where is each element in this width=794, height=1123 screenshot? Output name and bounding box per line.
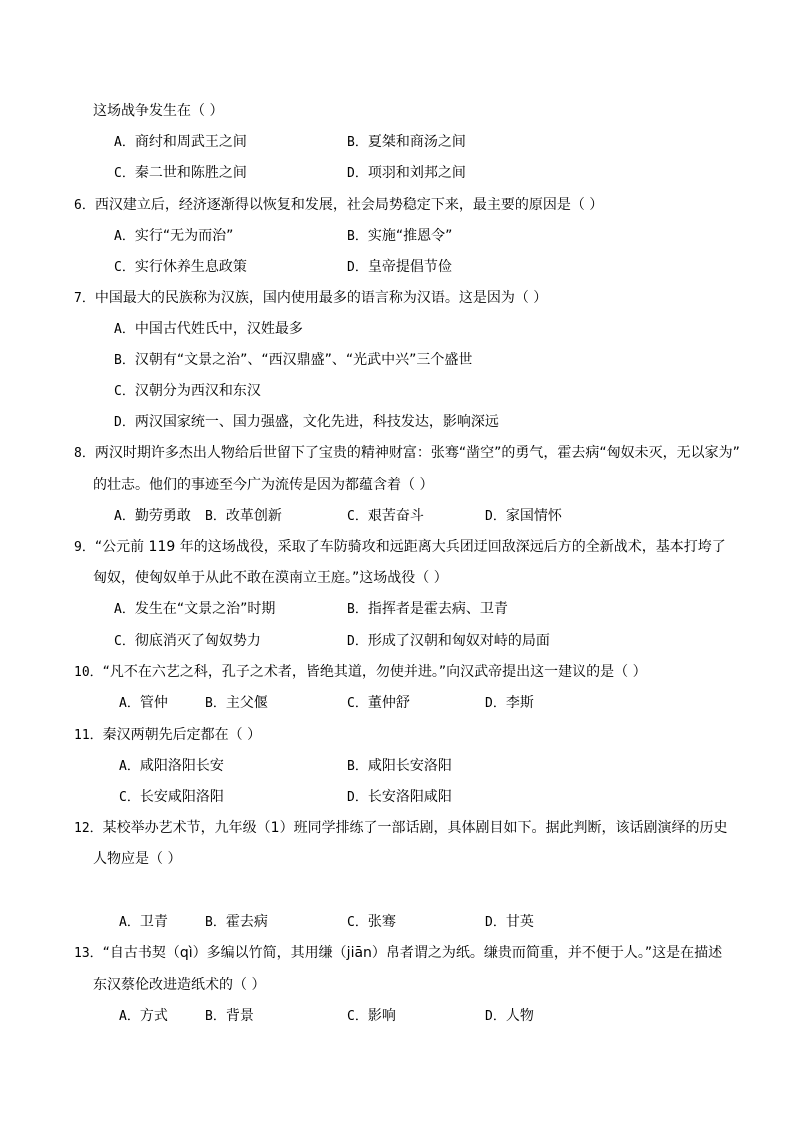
question-10-option-c	[347, 694, 410, 712]
question-5-option-a	[114, 133, 247, 151]
question-5-option-d	[347, 164, 466, 182]
option-letter: C．	[347, 915, 368, 930]
option-letter: A．	[114, 322, 135, 337]
question-number: 11．	[74, 728, 103, 743]
question-7-option-b	[114, 351, 472, 369]
option-letter: A．	[119, 1009, 140, 1024]
question-12-stem-line-2	[93, 850, 181, 868]
option-text: 李斯	[505, 695, 534, 711]
option-text: 夏桀和商汤之间	[367, 134, 466, 150]
option-text: 实施“推恩令”	[367, 228, 453, 244]
option-text: 背景	[225, 1008, 254, 1024]
option-text: 张骞	[367, 914, 396, 930]
option-letter: C．	[114, 634, 135, 649]
question-8-option-b	[205, 507, 282, 525]
question-12-option-b	[205, 913, 268, 931]
option-letter: C．	[347, 1009, 368, 1024]
question-11-option-d	[347, 788, 452, 806]
question-13-option-c	[347, 1007, 396, 1025]
option-letter: A．	[114, 509, 135, 524]
option-text: 勤劳勇敢	[134, 508, 191, 524]
option-text: 彻底消灭了匈奴势力	[134, 633, 261, 649]
option-text: 影响	[367, 1008, 396, 1024]
question-8-option-d	[485, 507, 562, 525]
option-text: 甘英	[505, 914, 534, 930]
option-text: 董仲舒	[367, 695, 410, 711]
option-text: 咸阳长安洛阳	[367, 758, 452, 774]
question-stem-text: 这场战争发生在（ ）	[93, 103, 224, 119]
option-letter: A．	[114, 602, 135, 617]
question-8-stem-line-1	[74, 444, 740, 462]
option-letter: B．	[347, 602, 368, 617]
question-10-option-a	[119, 694, 168, 712]
option-letter: B．	[347, 759, 368, 774]
option-letter: B．	[205, 1009, 226, 1024]
option-letter: C．	[114, 166, 135, 181]
question-8-stem-line-2	[93, 476, 433, 494]
question-number: 12．	[74, 821, 103, 836]
option-letter: B．	[114, 353, 135, 368]
question-stem-text: 中国最大的民族称为汉族，国内使用最多的语言称为汉语。这是因为（ ）	[94, 290, 548, 306]
option-text: 改革创新	[225, 508, 282, 524]
option-letter: A．	[119, 696, 140, 711]
question-6-option-c	[114, 258, 247, 276]
question-5-option-b	[347, 133, 466, 151]
option-letter: C．	[119, 790, 140, 805]
question-11-option-a	[119, 757, 224, 775]
question-12-option-c	[347, 913, 396, 931]
option-letter: D．	[114, 415, 135, 430]
option-letter: C．	[347, 509, 368, 524]
question-13-stem-line-2	[93, 976, 265, 994]
option-letter: C．	[114, 384, 135, 399]
option-letter: D．	[485, 915, 506, 930]
option-letter: D．	[485, 1009, 506, 1024]
question-7-stem	[74, 289, 547, 307]
question-5-stem	[93, 102, 223, 120]
question-10-option-b	[205, 694, 268, 712]
question-6-option-a	[114, 227, 233, 245]
option-text: 咸阳洛阳长安	[139, 758, 224, 774]
option-text: 汉朝分为西汉和东汉	[134, 383, 261, 399]
option-letter: D．	[485, 509, 506, 524]
question-10-stem	[74, 663, 647, 681]
option-letter: D．	[347, 790, 368, 805]
option-letter: D．	[347, 166, 368, 181]
option-letter: A．	[114, 135, 135, 150]
option-text: 主父偃	[225, 695, 268, 711]
option-letter: A．	[119, 915, 140, 930]
question-stem-text: 的壮志。他们的事迹至今广为流传是因为都蕴含着（ ）	[93, 477, 434, 493]
question-number: 8．	[74, 446, 95, 461]
question-10-option-d	[485, 694, 534, 712]
option-text: 方式	[139, 1008, 168, 1024]
question-9-option-d	[347, 632, 550, 650]
question-7-option-d	[114, 413, 499, 431]
question-9-option-c	[114, 632, 261, 650]
option-letter: B．	[347, 229, 368, 244]
question-stem-text: “凡不在六艺之科，孔子之术者，皆绝其道，勿使并进。”向汉武帝提出这一建议的是（ ）	[102, 664, 647, 680]
option-letter: A．	[114, 229, 135, 244]
question-stem-text: 匈奴，使匈奴单于从此不敢在漠南立王庭。”这场战役（ ）	[93, 570, 448, 586]
question-9-stem-line-1	[74, 538, 726, 556]
question-9-option-b	[347, 600, 508, 618]
question-8-option-a	[114, 507, 191, 525]
option-text: 长安洛阳咸阳	[367, 789, 452, 805]
question-13-option-b	[205, 1007, 254, 1025]
question-stem-text: “公元前 119 年的这场战役，采取了车防骑攻和远距离大兵团迂回敌深远后方的全新战术，基本打垮了	[94, 539, 726, 555]
option-letter: A．	[119, 759, 140, 774]
question-12-option-d	[485, 913, 534, 931]
question-11-stem	[74, 726, 261, 744]
question-6-option-d	[347, 258, 452, 276]
question-stem-text: “自古书契（qì）多编以竹简，其用缣（jiān）帛者谓之为纸。缣贵而简重，并不便于人。”这是在描述	[102, 945, 723, 961]
question-12-stem-line-1	[74, 819, 728, 837]
question-5-option-c	[114, 164, 247, 182]
option-letter: D．	[347, 260, 368, 275]
question-number: 10．	[74, 665, 103, 680]
option-text: 管仲	[139, 695, 168, 711]
option-text: 实行“无为而治”	[134, 228, 234, 244]
option-text: 商纣和周武王之间	[134, 134, 247, 150]
question-7-option-c	[114, 382, 261, 400]
option-text: 发生在“文景之治”时期	[134, 601, 276, 617]
question-stem-text: 两汉时期许多杰出人物给后世留下了宝贵的精神财富：张骞“凿空”的勇气，霍去病“匈奴未灭，无以家为”	[94, 445, 740, 461]
question-11-option-b	[347, 757, 452, 775]
option-text: 人物	[505, 1008, 534, 1024]
option-letter: B．	[347, 135, 368, 150]
option-text: 实行休养生息政策	[134, 259, 247, 275]
option-text: 指挥者是霍去病、卫青	[367, 601, 508, 617]
question-13-stem-line-1	[74, 944, 722, 962]
question-9-option-a	[114, 600, 275, 618]
question-stem-text: 西汉建立后，经济逐渐得以恢复和发展，社会局势稳定下来，最主要的原因是（ ）	[94, 197, 604, 213]
question-number: 7．	[74, 291, 95, 306]
option-text: 卫青	[139, 914, 168, 930]
question-6-option-b	[347, 227, 452, 245]
question-stem-text: 某校举办艺术节，九年级（1）班同学排练了一部话剧，具体剧目如下。据此判断，该话剧演绎的历史	[102, 820, 728, 836]
option-text: 中国古代姓氏中，汉姓最多	[134, 321, 303, 337]
option-letter: D．	[347, 634, 368, 649]
option-text: 项羽和刘邦之间	[367, 165, 466, 181]
option-text: 汉朝有“文景之治”、“西汉鼎盛”、“光武中兴”三个盛世	[134, 352, 473, 368]
option-text: 霍去病	[225, 914, 268, 930]
question-stem-text: 东汉蔡伦改进造纸术的（ ）	[93, 977, 266, 993]
question-number: 9．	[74, 540, 95, 555]
question-6-stem	[74, 196, 603, 214]
question-number: 6．	[74, 198, 95, 213]
question-11-option-c	[119, 788, 224, 806]
option-letter: C．	[347, 696, 368, 711]
question-9-stem-line-2	[93, 569, 448, 587]
question-8-option-c	[347, 507, 424, 525]
question-13-option-a	[119, 1007, 168, 1025]
option-letter: B．	[205, 509, 226, 524]
question-stem-text: 秦汉两朝先后定都在（ ）	[102, 727, 262, 743]
question-12-option-a	[119, 913, 168, 931]
option-text: 皇帝提倡节俭	[367, 259, 452, 275]
question-13-option-d	[485, 1007, 534, 1025]
option-text: 家国情怀	[505, 508, 562, 524]
option-text: 形成了汉朝和匈奴对峙的局面	[367, 633, 550, 649]
option-text: 秦二世和陈胜之间	[134, 165, 247, 181]
option-letter: D．	[485, 696, 506, 711]
question-7-option-a	[114, 320, 303, 338]
option-text: 长安咸阳洛阳	[139, 789, 224, 805]
question-stem-text: 人物应是（ ）	[93, 851, 182, 867]
option-text: 两汉国家统一、国力强盛，文化先进，科技发达，影响深远	[134, 414, 499, 430]
option-text: 艰苦奋斗	[367, 508, 424, 524]
option-letter: B．	[205, 696, 226, 711]
question-number: 13．	[74, 946, 103, 961]
option-letter: B．	[205, 915, 226, 930]
option-letter: C．	[114, 260, 135, 275]
